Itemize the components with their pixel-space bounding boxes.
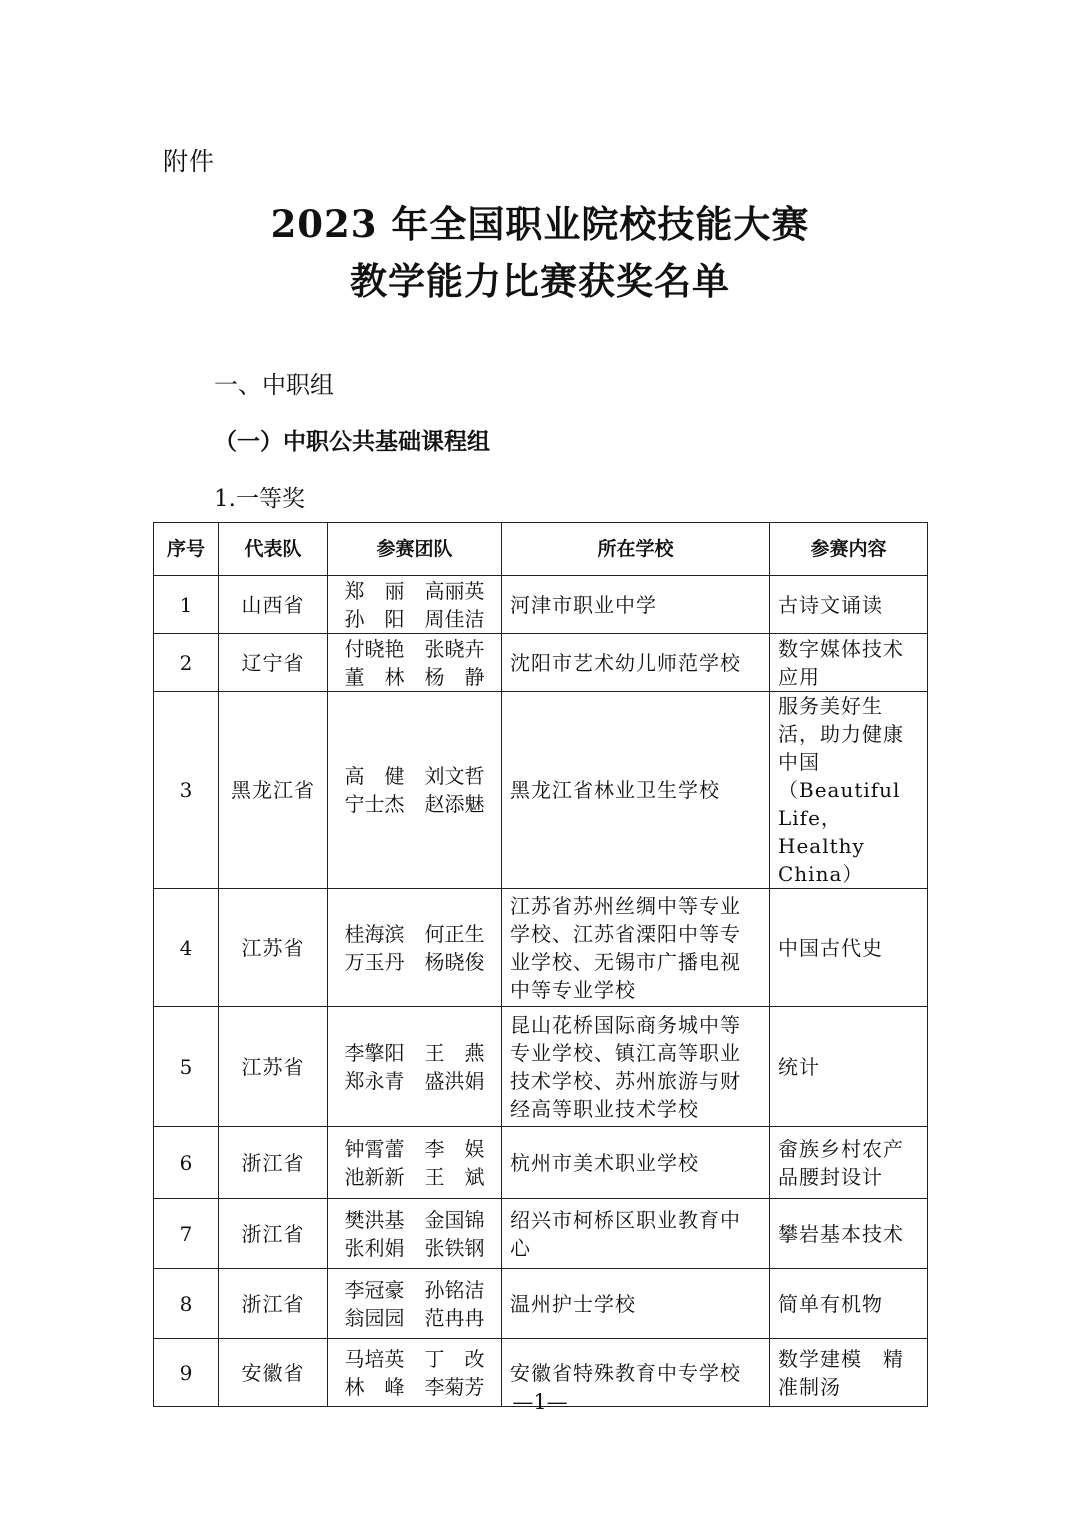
team-line: 张利娟 张铁钢 [344,1235,485,1260]
cell-province: 江苏省 [219,889,328,1007]
cell-serial: 4 [154,889,219,1007]
team-line: 孙 阳 周佳洁 [344,606,485,631]
table-row [154,1007,928,1127]
table-row [154,1269,928,1339]
table-row [154,889,928,1007]
cell-school: 江苏省苏州丝绸中等专业学校、江苏省溧阳中等专业学校、无锡市广播电视中等专业学校 [502,889,770,1007]
section-heading-level1: 一、中职组 [214,371,334,399]
team-line: 郑永青 盛洪娟 [344,1068,485,1093]
team-line: 董 林 杨 静 [344,664,485,689]
header-team: 参赛团队 [328,523,502,576]
cell-province: 浙江省 [219,1199,328,1269]
team-line: 李擎阳 王 燕 [344,1040,485,1065]
cell-serial: 8 [154,1269,219,1339]
table-row [154,634,928,692]
cell-content: 服务美好生活，助力健康中国（Beautiful Life， Healthy China） [770,692,928,889]
table-row [154,1127,928,1199]
team-line: 万玉丹 杨晓俊 [344,949,485,974]
cell-province: 山西省 [219,576,328,634]
cell-team [328,692,502,889]
team-line: 李冠豪 孙铭洁 [344,1277,485,1302]
cell-school: 昆山花桥国际商务城中等专业学校、镇江高等职业技术学校、苏州旅游与财经高等职业技术学校 [502,1007,770,1127]
section-heading-level3: 1.一等奖 [214,486,305,512]
team-line: 樊洪基 金国锦 [344,1207,485,1232]
team-line: 宁士杰 赵添魅 [344,792,485,816]
cell-content: 数学建模 精准制汤 [770,1339,928,1407]
cell-serial: 2 [154,634,219,692]
table-row [154,692,928,889]
cell-school: 温州护士学校 [502,1269,770,1339]
cell-team [328,1269,502,1339]
cell-team [328,889,502,1007]
table-row [154,576,928,634]
team-line: 高 健 刘文哲 [344,764,485,788]
document-title-line1: 2023 年全国职业院校技能大赛 [270,202,810,246]
cell-team [328,634,502,692]
cell-serial: 3 [154,692,219,889]
cell-school: 绍兴市柯桥区职业教育中心 [502,1199,770,1269]
cell-content: 数字媒体技术应用 [770,634,928,692]
team-line: 钟霄蕾 李 娱 [344,1136,485,1161]
cell-province: 安徽省 [219,1339,328,1407]
cell-province: 浙江省 [219,1269,328,1339]
cell-team [328,1127,502,1199]
cell-school: 河津市职业中学 [502,576,770,634]
cell-serial: 1 [154,576,219,634]
cell-school: 杭州市美术职业学校 [502,1127,770,1199]
team-line: 郑 丽 高丽英 [344,578,485,603]
cell-content: 古诗文诵读 [770,576,928,634]
header-content: 参赛内容 [770,523,928,576]
cell-serial: 5 [154,1007,219,1127]
header-serial: 序号 [154,523,219,576]
section-heading-level2: （一）中职公共基础课程组 [214,428,490,455]
team-line: 马培英 丁 改 [344,1346,485,1371]
header-province: 代表队 [219,523,328,576]
table-row [154,1199,928,1269]
cell-content: 中国古代史 [770,889,928,1007]
awards-table [153,522,928,1407]
cell-content: 简单有机物 [770,1269,928,1339]
cell-team [328,576,502,634]
cell-serial: 6 [154,1127,219,1199]
cell-province: 浙江省 [219,1127,328,1199]
cell-team [328,1199,502,1269]
page-number: —1— [512,1390,568,1414]
cell-province: 辽宁省 [219,634,328,692]
cell-content: 畲族乡村农产品腰封设计 [770,1127,928,1199]
header-school: 所在学校 [502,523,770,576]
cell-content: 攀岩基本技术 [770,1199,928,1269]
cell-serial: 9 [154,1339,219,1407]
table-header-row [154,523,928,576]
cell-school: 黑龙江省林业卫生学校 [502,692,770,889]
document-title-line2: 教学能力比赛获奖名单 [350,259,730,303]
team-line: 翁园园 范冉冉 [344,1305,485,1330]
cell-province: 黑龙江省 [219,692,328,889]
cell-school: 沈阳市艺术幼儿师范学校 [502,634,770,692]
team-line: 池新新 王 斌 [344,1164,485,1189]
team-line: 付晓艳 张晓卉 [344,636,485,661]
team-line: 林 峰 李菊芳 [344,1374,485,1399]
cell-school: 安徽省特殊教育中专学校 [502,1339,770,1407]
cell-team [328,1007,502,1127]
attachment-label: 附件 [163,147,216,176]
team-line: 桂海滨 何正生 [344,921,485,946]
cell-content: 统计 [770,1007,928,1127]
cell-serial: 7 [154,1199,219,1269]
cell-province: 江苏省 [219,1007,328,1127]
